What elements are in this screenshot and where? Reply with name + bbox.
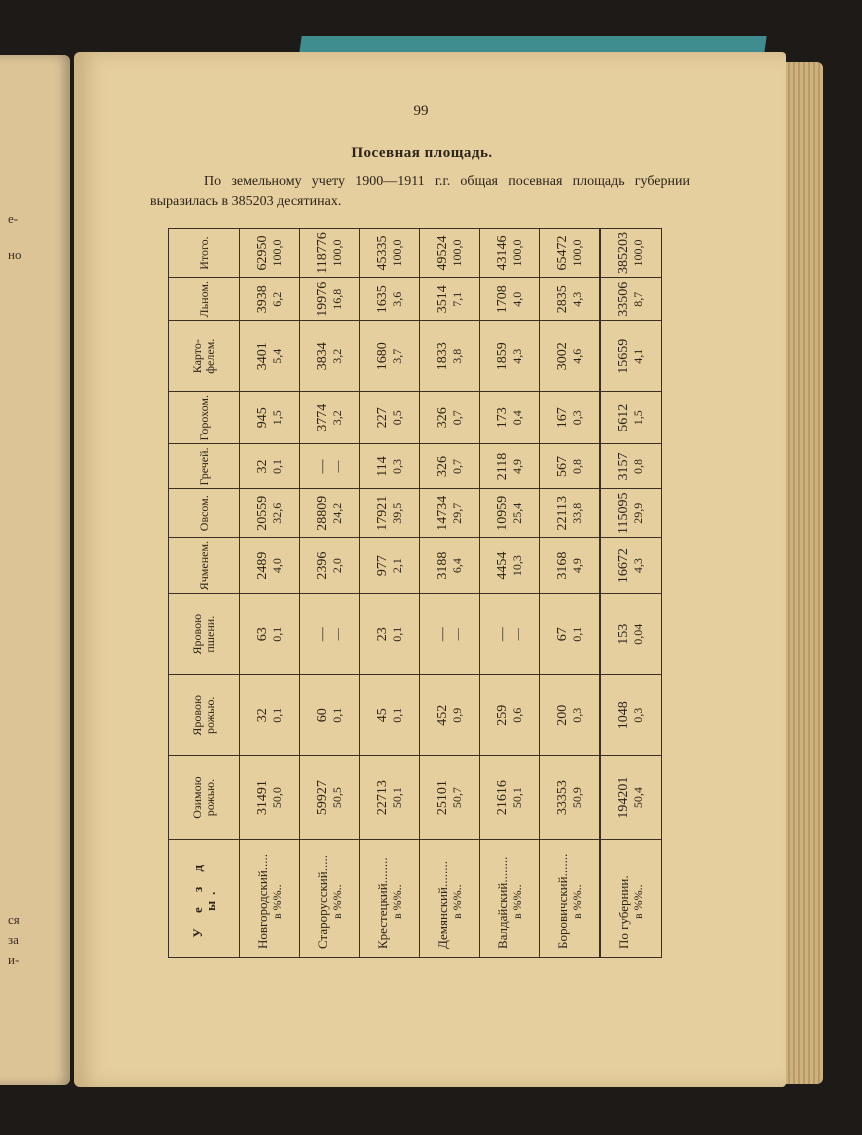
percent-value: 50,1 [389,787,404,809]
value-cell [300,391,360,444]
area-value: 194201 [616,776,632,819]
value-cell [420,675,480,756]
value-cell [600,594,661,675]
area-value: 1635 [374,285,390,314]
district-name: Крестецкий........ [374,857,390,949]
percent-value: 0,4 [509,410,524,426]
value-cell [360,594,420,675]
value-cell [360,391,420,444]
table-row [300,229,360,958]
area-value: 65472 [554,235,570,271]
percent-value: 0,1 [389,626,404,642]
percent-value: 100,0 [269,239,284,267]
value-cell [600,489,661,537]
percent-value: 1,5 [269,410,284,426]
percent-value: 0,3 [389,458,404,474]
value-cell [240,229,300,278]
intro-paragraph: По земельному учету 1900—1911 г.г. общая посевная площадь губернии выразилась в 385203 десятинах. [150,174,690,209]
area-value: 3157 [616,452,632,481]
area-value: 59927 [314,780,330,816]
area-value: 25101 [434,780,450,816]
percent-value: 0,3 [631,707,646,723]
value-cell [360,229,420,278]
value-cell [600,537,661,593]
value-cell [480,675,540,756]
area-value: 115095 [616,492,632,534]
area-value: 10959 [494,495,510,531]
area-value: 977 [374,555,390,577]
percent-value: 0,1 [269,626,284,642]
percent-label: в %%.. [269,884,284,919]
district-name-cell [600,839,661,957]
value-cell [360,444,420,489]
percent-value: 24,2 [329,502,344,524]
percent-value: 10,3 [509,555,524,577]
area-value: 45335 [374,235,390,271]
value-cell [540,278,601,321]
table-row [360,229,420,958]
area-value: 3002 [554,342,570,371]
value-cell [420,229,480,278]
value-cell [240,489,300,537]
area-value: 21616 [494,780,510,816]
value-cell [240,278,300,321]
area-value: 114 [374,456,390,477]
value-cell [600,391,661,444]
area-value: 2489 [254,551,270,580]
table-row [540,229,601,958]
area-value: 1708 [494,285,510,314]
value-cell [540,229,601,278]
value-cell [540,675,601,756]
percent-value: 50,1 [509,787,524,809]
percent-value: 0,7 [449,458,464,474]
area-value: 167 [554,407,570,429]
value-cell [300,444,360,489]
column-header: Яровою рожью. [169,675,240,756]
sown-area-table [168,228,662,958]
value-cell [300,229,360,278]
percent-label: в %%.. [449,884,464,919]
percent-value: 100,0 [569,239,584,267]
area-value: 452 [434,704,450,726]
area-value: 385203 [616,232,632,275]
area-value: 945 [254,407,270,429]
value-cell [360,537,420,593]
area-value: 3834 [314,342,330,371]
area-value: 2396 [314,551,330,580]
column-header: Горохом. [169,391,240,444]
value-cell [600,756,661,839]
left-page-edge [0,55,70,1085]
percent-value: — [329,628,344,641]
percent-value: 0,1 [269,458,284,474]
area-value: 1680 [374,342,390,371]
value-cell [360,489,420,537]
percent-value: 100,0 [449,239,464,267]
value-cell [480,391,540,444]
value-cell [480,489,540,537]
percent-value: 0,1 [329,707,344,723]
table-row [420,229,480,958]
area-value: 19976 [314,281,330,317]
percent-value: 100,0 [329,239,344,267]
left-page-fragment: но [8,247,22,262]
area-value: 45 [374,708,390,723]
area-value: 2835 [554,285,570,314]
percent-value: 0,1 [389,707,404,723]
area-value: 153 [616,623,632,645]
value-cell [360,675,420,756]
value-cell [540,594,601,675]
percent-value: 4,3 [509,348,524,364]
area-value: — [314,459,330,474]
area-value: 173 [494,407,510,429]
value-cell [360,321,420,392]
value-cell [240,391,300,444]
district-name-cell [300,839,360,957]
area-value: 200 [554,704,570,726]
table-row [600,229,661,958]
percent-value: 5,4 [269,348,284,364]
area-value: 567 [554,455,570,477]
value-cell [600,444,661,489]
value-cell [540,391,601,444]
percent-value: — [329,460,344,473]
value-cell [240,537,300,593]
percent-value: 0,1 [569,626,584,642]
percent-value: 0,6 [509,707,524,723]
value-cell [420,594,480,675]
value-cell [420,537,480,593]
value-cell [480,756,540,839]
percent-value: 39,5 [389,502,404,524]
value-cell [300,756,360,839]
area-value: 3188 [434,551,450,580]
value-cell [540,444,601,489]
area-value: 3514 [434,285,450,314]
column-header: Карто-фелем. [169,321,240,392]
value-cell [480,594,540,675]
percent-value: 0,04 [631,623,646,645]
area-value: 227 [374,407,390,429]
percent-value: 6,2 [269,291,284,307]
area-value: — [314,627,330,642]
area-value: — [494,627,510,642]
district-name-cell [480,839,540,957]
value-cell [420,489,480,537]
value-cell [420,321,480,392]
district-name: Новгородский..... [254,853,270,949]
percent-value: 2,0 [329,558,344,574]
area-value: 1859 [494,342,510,371]
percent-value: 1,5 [631,410,646,426]
value-cell [480,444,540,489]
percent-value: 33,8 [569,502,584,524]
value-cell [300,321,360,392]
value-cell [600,229,661,278]
percent-value: 4,9 [509,458,524,474]
percent-value: 29,7 [449,502,464,524]
value-cell [600,675,661,756]
value-cell [300,489,360,537]
percent-value: 3,6 [389,291,404,307]
area-value: 33506 [616,281,632,317]
area-value: 63 [254,627,270,642]
percent-value: 4,3 [569,291,584,307]
value-cell [420,444,480,489]
percent-value: 8,7 [631,291,646,307]
area-value: 3774 [314,403,330,432]
area-value: 326 [434,407,450,429]
percent-value: 7,1 [449,291,464,307]
percent-value: 25,4 [509,502,524,524]
district-name: Старорусский..... [314,855,330,949]
percent-value: 0,9 [449,707,464,723]
area-value: 2118 [494,452,510,481]
percent-value: — [449,628,464,641]
percent-value: 4,9 [569,558,584,574]
percent-value: 50,5 [329,787,344,809]
percent-value: 0,1 [269,707,284,723]
area-value: 326 [434,455,450,477]
column-header: Яровою пшени. [169,594,240,675]
area-value: 43146 [494,235,510,271]
percent-value: 50,9 [569,787,584,809]
percent-value: 4,6 [569,348,584,364]
value-cell [240,444,300,489]
column-header: Овсом. [169,489,240,537]
area-value: 32 [254,708,270,723]
value-cell [420,391,480,444]
column-header: Льном. [169,278,240,321]
percent-value: 3,2 [329,348,344,364]
area-value: 60 [314,708,330,723]
district-name-cell [240,839,300,957]
percent-value: 6,4 [449,558,464,574]
value-cell [480,537,540,593]
column-header: Озимою рожью. [169,756,240,839]
area-value: — [434,627,450,642]
district-name-cell [360,839,420,957]
district-name-cell [420,839,480,957]
column-header: Ячменем. [169,537,240,593]
district-name-cell [540,839,601,957]
area-value: 5612 [616,403,632,432]
table-row [240,229,300,958]
value-cell [480,278,540,321]
percent-value: 3,8 [449,348,464,364]
percent-value: 3,2 [329,410,344,426]
area-value: 15659 [616,338,632,374]
district-name: Валдайский........ [494,856,510,949]
area-value: 118776 [314,232,330,274]
area-value: 3168 [554,551,570,580]
value-cell [540,537,601,593]
area-value: 62950 [254,235,270,271]
value-cell [480,229,540,278]
value-cell [360,756,420,839]
area-value: 17921 [374,495,390,531]
percent-value: — [509,628,524,641]
percent-value: 4,3 [631,558,646,574]
area-value: 28809 [314,495,330,531]
area-value: 4454 [494,551,510,580]
percent-label: в %%.. [509,884,524,919]
percent-value: 0,5 [389,410,404,426]
left-page-fragment: и- [8,952,20,967]
value-cell [480,321,540,392]
percent-label: в %%.. [569,884,584,919]
area-value: 1048 [616,701,632,730]
percent-value: 100,0 [509,239,524,267]
value-cell [300,675,360,756]
value-cell [240,756,300,839]
percent-value: 50,7 [449,787,464,809]
value-cell [420,278,480,321]
area-value: 23 [374,627,390,642]
percent-value: 2,1 [389,558,404,574]
percent-value: 16,8 [329,288,344,310]
percent-value: 0,8 [569,458,584,474]
percent-value: 50,4 [631,787,646,809]
column-header: Гречей. [169,444,240,489]
value-cell [600,278,661,321]
district-name: Демянский........ [434,861,450,949]
value-cell [540,756,601,839]
value-cell [300,537,360,593]
percent-value: 4,0 [269,558,284,574]
value-cell [240,675,300,756]
value-cell [240,594,300,675]
area-value: 14734 [434,495,450,531]
area-value: 67 [554,627,570,642]
area-value: 3401 [254,342,270,371]
area-value: 32 [254,459,270,474]
value-cell [360,278,420,321]
left-page-fragment: за [8,932,19,947]
percent-value: 0,8 [631,458,646,474]
page-title: Посевная площадь. [351,145,493,161]
value-cell [540,321,601,392]
percent-label: в %%.. [329,884,344,919]
district-name: По губернии. [616,875,632,949]
area-value: 31491 [254,780,270,816]
percent-value: 50,0 [269,787,284,809]
area-value: 259 [494,704,510,726]
table-row [480,229,540,958]
area-value: 22713 [374,780,390,816]
sown-area-table-wrapper [168,228,668,973]
header-uezd: У е з д ы. [169,839,240,957]
percent-label: в %%.. [389,884,404,919]
area-value: 3938 [254,285,270,314]
area-value: 20559 [254,495,270,531]
area-value: 33353 [554,780,570,816]
percent-value: 4,1 [631,348,646,364]
percent-label: в %%.. [631,884,646,919]
area-value: 22113 [554,495,570,531]
percent-value: 32,6 [269,502,284,524]
percent-value: 0,7 [449,410,464,426]
value-cell [300,278,360,321]
percent-value: 100,0 [389,239,404,267]
page-number: 99 [413,103,429,119]
area-value: 16672 [616,548,632,584]
percent-value: 3,7 [389,348,404,364]
column-header: Итого. [169,229,240,278]
percent-value: 0,3 [569,410,584,426]
left-page-fragment: е- [8,211,19,226]
value-cell [600,321,661,392]
percent-value: 0,3 [569,707,584,723]
value-cell [240,321,300,392]
district-name: Боровичский....... [554,853,570,949]
area-value: 49524 [434,235,450,271]
left-page-fragment: ся [8,912,20,927]
area-value: 1833 [434,342,450,371]
percent-value: 29,9 [631,502,646,524]
percent-value: 100,0 [631,239,646,267]
value-cell [420,756,480,839]
value-cell [540,489,601,537]
percent-value: 4,0 [509,291,524,307]
value-cell [300,594,360,675]
